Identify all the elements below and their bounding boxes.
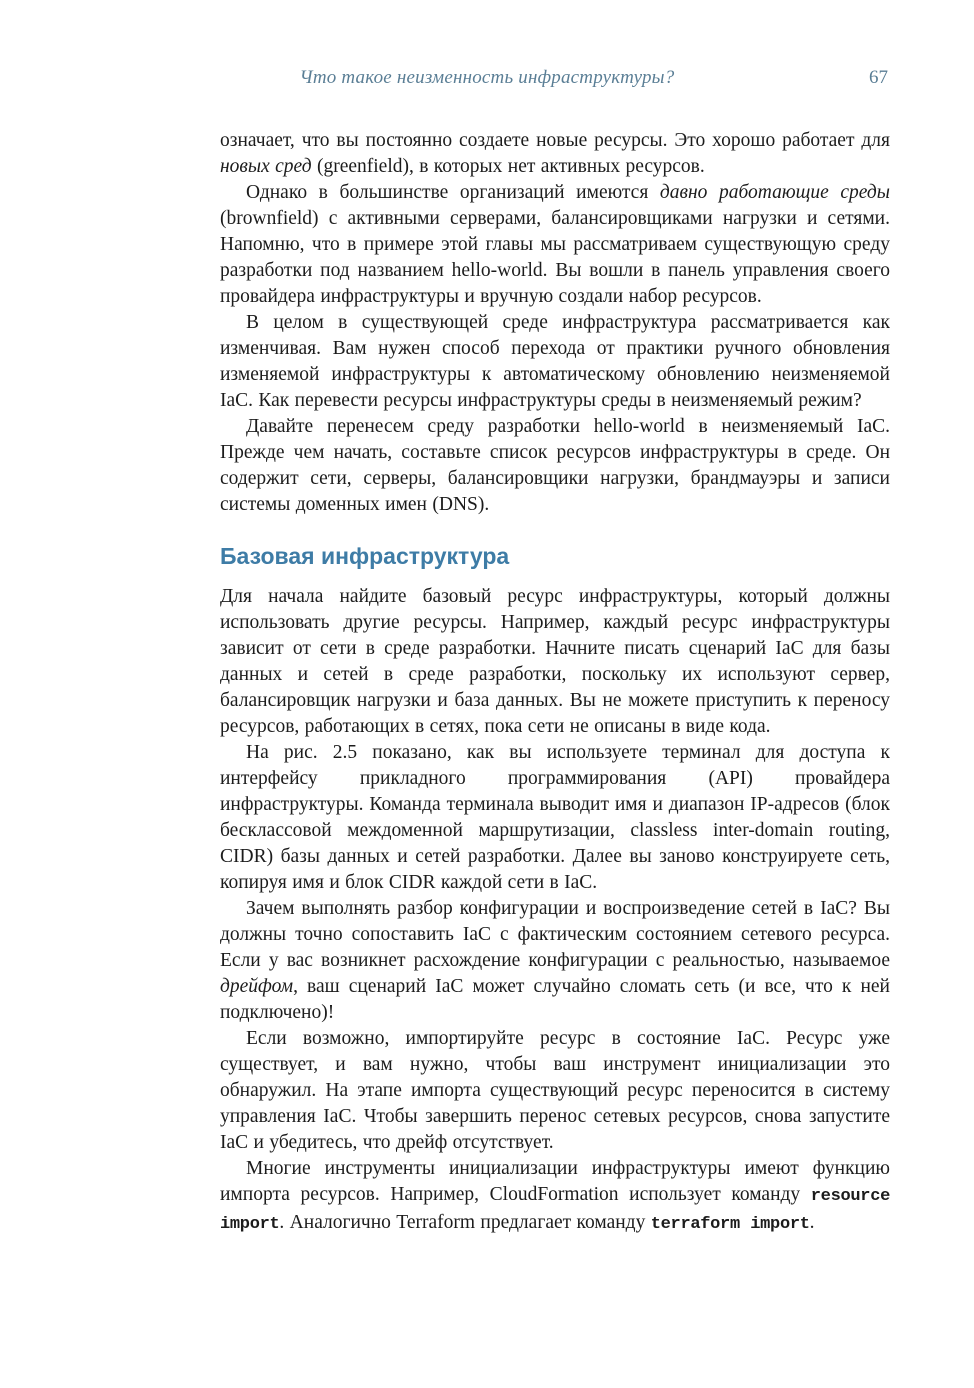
text-run: На рис. 2.5 показано, как вы используете терминал для доступа к интерфейсу прикладного программирования (API) провайдера инфраструктуры. Команда терминала выводит имя и диапазон IP-адресов (блок бесклассовой междоменной маршрутизации, classless inter-domain routing, CIDR) базы данных и сетей разработки. Далее вы заново конструируете сеть, копируя имя и блок CIDR каждой сети в IaC.: [220, 742, 890, 893]
paragraph: [220, 896, 890, 1026]
text-run: В целом в существующей среде инфраструктура рассматривается как изменчивая. Вам нужен способ перехода от практики ручного обновления изменяемой инфраструктуры к автоматическому обновлению неизменяемой IaC. Как перевести ресурсы инфраструктуры среды в неизменяемый режим?: [220, 312, 890, 411]
paragraph: [220, 1156, 890, 1238]
paragraph: [220, 414, 890, 518]
text-run: .: [809, 1212, 815, 1233]
text-run: Многие инструменты инициализации инфраструктуры имеют функцию импорта ресурсов. Например, CloudFormation использует команду: [220, 1158, 890, 1205]
text-run: Однако в большинстве организаций имеются: [246, 182, 660, 203]
text-run: (brownfield) с активными серверами, балансировщиками нагрузки и сетями. Напомню, что в примере этой главы мы рассматриваем существующую среду разработки под названием hello-world. Вы вошли в панель управления своего провайдера инфраструктуры и вручную создали набор ресурсов.: [220, 208, 890, 307]
inline-code: resource import: [220, 1187, 890, 1234]
emphasized-text: дрейфом: [220, 976, 294, 997]
running-head-title: Что такое неизменность инфраструктуры?: [299, 67, 675, 88]
text-run: Давайте перенесем среду разработки hello-world в неизменяемый IaC. Прежде чем начать, составьте список ресурсов инфраструктуры в среде. Он содержит сети, серверы, балансировщики нагрузки, брандмауэры и записи системы доменных имен (DNS).: [220, 416, 890, 515]
text-run: означает, что вы постоянно создаете новые ресурсы. Это хорошо работает для: [220, 130, 890, 151]
text-run: (greenfield), в которых нет активных ресурсов.: [311, 156, 705, 177]
paragraph: [220, 584, 890, 740]
text-run: Для начала найдите базовый ресурс инфраструктуры, который должны использовать другие ресурсы. Например, каждый ресурс инфраструктуры зависит от сети в среде разработки. Начните писать сценарий IaC для базы данных и сетей в среде разработки, поскольку их используют сервер, балансировщик нагрузки и база данных. Вы не можете приступить к переносу ресурсов, работающих в сетях, пока сети не описаны в виде кода.: [220, 586, 890, 737]
paragraph: [220, 128, 890, 180]
paragraph: [220, 1026, 890, 1156]
emphasized-text: новых сред: [220, 156, 312, 177]
emphasized-text: давно работающие среды: [659, 182, 890, 203]
page-number: 67: [869, 67, 888, 88]
paragraph: [220, 740, 890, 896]
section-heading: [220, 542, 890, 570]
inline-code: terraform import: [650, 1215, 810, 1234]
text-run: Зачем выполнять разбор конфигурации и воспроизведение сетей в IaC? Вы должны точно сопоставить IaC с фактическим состоянием сетевого ресурса. Если у вас возникнет расхождение конфигурации с реальностью, называемое: [220, 898, 890, 971]
text-run: . Аналогично Terraform предлагает команду: [279, 1212, 651, 1233]
text-run: , ваш сценарий IaC может случайно сломать сеть (и все, что к ней подключено)!: [220, 976, 890, 1023]
paragraph: [220, 180, 890, 310]
paragraph: [220, 310, 890, 414]
text-run: Если возможно, импортируйте ресурс в состояние IaC. Ресурс уже существует, и вам нужно, чтобы ваш инструмент инициализации это обнаружил. На этапе импорта существующий ресурс переносится в систему управления IaC. Чтобы завершить перенос сетевых ресурсов, снова запустите IaC и убедитесь, что дрейф отсутствует.: [220, 1028, 890, 1153]
text-run: Базовая инфраструктура: [220, 543, 510, 569]
page-body: [220, 128, 890, 1238]
running-head: [0, 66, 974, 90]
